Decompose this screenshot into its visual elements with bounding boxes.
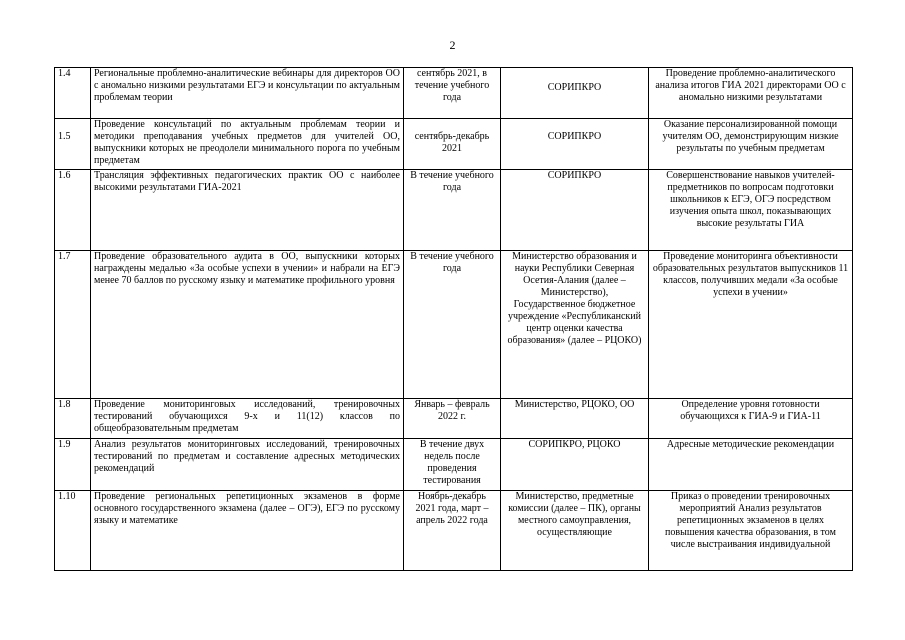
result-cell: Определение уровня готовности обучающихся к ГИА-9 и ГИА-11 [649,399,853,439]
activity-cell: Анализ результатов мониторинговых исследований, тренировочных тестирований по предметам и составление адресных методических рекомендаций [91,439,404,491]
activity-cell: Трансляция эффективных педагогических практик ОО с наиболее высокими результатами ГИА-2021 [91,170,404,251]
responsible-cell: СОРИПКРО, РЦОКО [501,439,649,491]
result-cell: Проведение мониторинга объективности образовательных результатов выпускников 11 классов, получивших медали «За особые успехи в учении» [649,251,853,399]
term-cell: сентябрь 2021, в течение учебного года [404,68,501,119]
row-number: 1.10 [55,491,91,571]
table-row [55,439,853,491]
row-number: 1.9 [55,439,91,491]
row-number: 1.6 [55,170,91,251]
term-cell: сентябрь-декабрь 2021 [404,119,501,170]
activity-cell: Проведение образовательного аудита в ОО, выпускники которых награждены медалью «За особые успехи в учении» и набрали на ЕГЭ менее 70 баллов по русскому языку и математике профильного уровня [91,251,404,399]
table-row [55,491,853,571]
activity-plan-table [54,67,853,571]
responsible-cell: СОРИПКРО [501,119,649,170]
activity-cell: Проведение консультаций по актуальным проблемам теории и методики преподавания учебных предметов для учителей ОО, выпускники которых не преодолели минимального порога по учебным предметам [91,119,404,170]
table-row [55,119,853,170]
result-cell: Совершенствование навыков учителей-предметников по вопросам подготовки школьников к ЕГЭ, ОГЭ посредством изучения опыта школ, показывающих высокие результаты ГИА [649,170,853,251]
result-cell: Проведение проблемно-аналитического анализа итогов ГИА 2021 директорами ОО с аномально низкими результатами [649,68,853,119]
result-cell: Адресные методические рекомендации [649,439,853,491]
term-cell: В течение учебного года [404,251,501,399]
page-number: 2 [449,38,456,52]
responsible-cell: СОРИПКРО [501,68,649,119]
table-row [55,68,853,119]
responsible-cell: Министерство образования и науки Республики Северная Осетия-Алания (далее – Министерство), Государственное бюджетное учреждение «Республиканский центр оценки качества образования» (далее – РЦОКО) [501,251,649,399]
activity-cell: Проведение мониторинговых исследований, тренировочных тестирований обучающихся 9-х и 11(12) классов по общеобразовательным предметам [91,399,404,439]
row-number: 1.4 [55,68,91,119]
table-row [55,170,853,251]
result-cell: Приказ о проведении тренировочных мероприятий Анализ результатов репетиционных экзаменов в целях повышения качества образования, в том числе выстраивания индивидуальной [649,491,853,571]
table-row [55,399,853,439]
responsible-cell: Министерство, предметные комиссии (далее – ПК), органы местного самоуправления, осуществляющие [501,491,649,571]
term-cell: Январь – февраль 2022 г. [404,399,501,439]
term-cell: Ноябрь-декабрь 2021 года, март – апрель 2022 года [404,491,501,571]
term-cell: В течение учебного года [404,170,501,251]
table-row [55,251,853,399]
responsible-cell: СОРИПКРО [501,170,649,251]
result-cell: Оказание персонализированной помощи учителям ОО, демонстрирующим низкие результаты по учебным предметам [649,119,853,170]
row-number: 1.8 [55,399,91,439]
row-number: 1.5 [55,119,91,170]
responsible-cell: Министерство, РЦОКО, ОО [501,399,649,439]
row-number: 1.7 [55,251,91,399]
activity-cell: Региональные проблемно-аналитические вебинары для директоров ОО с аномально низкими результатами ЕГЭ и консультации по актуальным проблемам теории [91,68,404,119]
activity-cell: Проведение региональных репетиционных экзаменов в форме основного государственного экзамена (далее – ОГЭ), ЕГЭ по русскому языку и математике [91,491,404,571]
term-cell: В течение двух недель после проведения тестирования [404,439,501,491]
